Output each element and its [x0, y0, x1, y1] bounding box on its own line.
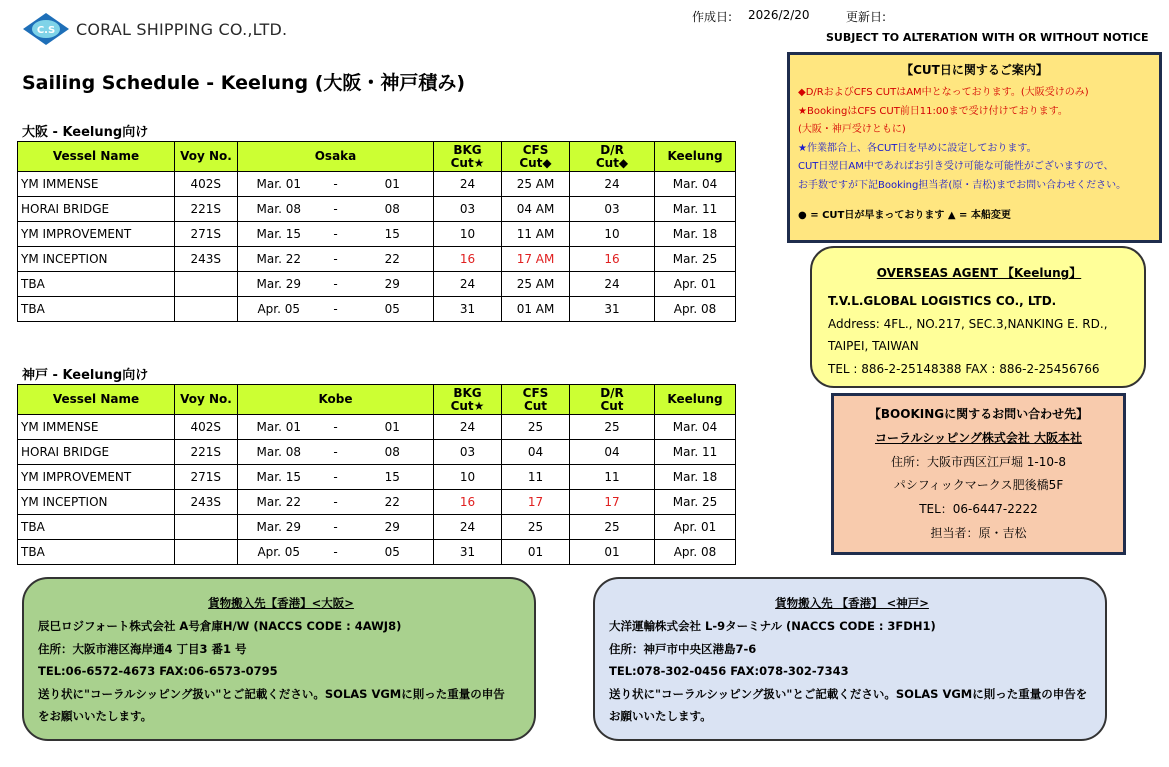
cfs-cut-cell: 01 AM: [502, 297, 570, 322]
table-row: [18, 440, 736, 465]
table-row: [18, 222, 736, 247]
bkg-cut-cell: 10: [434, 222, 502, 247]
agent-address: Address: 4FL., NO.217, SEC.3,NANKING E. RD.,: [828, 316, 1108, 331]
cfs-cut-cell: 11: [502, 465, 570, 490]
keelung-eta-cell: Apr. 08: [655, 540, 736, 565]
departure-date-cell: Mar. 22: [238, 490, 320, 515]
cfs-cut-cell: 17: [502, 490, 570, 515]
overseas-agent-box: [810, 246, 1146, 388]
departure-end-cell: 15: [352, 465, 434, 490]
bkg-cut-cell: 16: [434, 247, 502, 272]
cut-notice-line: (大阪・神戸受けともに): [798, 124, 906, 135]
keelung-eta-cell: Apr. 01: [655, 515, 736, 540]
departure-end-cell: 29: [352, 515, 434, 540]
keelung-eta-cell: Apr. 01: [655, 272, 736, 297]
cut-notice-line: CUT日翌日AM中であればお引き受け可能な可能性がございますので、: [798, 161, 1114, 172]
booking-contact: 担当者：原・吉松: [930, 525, 1027, 540]
col-voy-no: Voy No.: [175, 385, 238, 415]
dr-cut-cell: 04: [570, 440, 655, 465]
svg-text:C.S: C.S: [36, 25, 56, 36]
bkg-cut-cell: 16: [434, 490, 502, 515]
table-row: [18, 490, 736, 515]
osaka-schedule-table: [17, 141, 736, 322]
cfs-cut-cell: 25 AM: [502, 172, 570, 197]
cargo-osaka-company: 辰巳ロジフォート株式会社 A号倉庫H/W (NACCS CODE : 4AWJ8): [38, 619, 402, 633]
departure-date-cell: Mar. 22: [238, 247, 320, 272]
cfs-cut-cell: 01: [502, 540, 570, 565]
cut-notice-line: お手数ですが下記Booking担当者(原・吉松)までお問い合わせください。: [798, 179, 1127, 191]
cfs-cut-cell: 11 AM: [502, 222, 570, 247]
dr-cut-cell: 10: [570, 222, 655, 247]
departure-date-cell: Mar. 29: [238, 515, 320, 540]
bkg-cut-cell: 03: [434, 440, 502, 465]
vessel-name-cell: YM IMMENSE: [18, 415, 175, 440]
voy-no-cell: 221S: [175, 197, 238, 222]
bkg-cut-cell: 24: [434, 272, 502, 297]
logo-diamond-icon: [22, 12, 70, 46]
agent-address: TAIPEI, TAIWAN: [828, 339, 919, 353]
vessel-name-cell: HORAI BRIDGE: [18, 197, 175, 222]
departure-end-cell: 29: [352, 272, 434, 297]
voy-no-cell: 221S: [175, 440, 238, 465]
col-dr-cut: D/R Cut: [570, 385, 655, 415]
booking-company: コーラルシッピング株式会社 大阪本社: [874, 430, 1083, 445]
col-keelung: Keelung: [655, 385, 736, 415]
booking-title: 【BOOKINGに関するお問い合わせ先】: [868, 407, 1089, 421]
cfs-cut-cell: 17 AM: [502, 247, 570, 272]
cargo-kobe-tel: TEL:078-302-0456 FAX:078-302-7343: [609, 664, 849, 678]
bkg-cut-cell: 31: [434, 540, 502, 565]
vessel-name-cell: TBA: [18, 297, 175, 322]
date-separator-cell: -: [320, 197, 352, 222]
voy-no-cell: [175, 272, 238, 297]
departure-end-cell: 05: [352, 297, 434, 322]
updated-label: 更新日:: [846, 10, 887, 24]
booking-contact-box: [831, 393, 1126, 555]
cargo-kobe-note: お願いいたします。: [609, 709, 712, 723]
departure-date-cell: Apr. 05: [238, 297, 320, 322]
cfs-cut-cell: 25: [502, 415, 570, 440]
table-row: [18, 465, 736, 490]
agent-name: T.V.L.GLOBAL LOGISTICS CO., LTD.: [828, 294, 1057, 308]
booking-address: 住所：大阪市西区江戸堀 1-10-8: [890, 454, 1066, 469]
cfs-cut-cell: 25: [502, 515, 570, 540]
departure-end-cell: 22: [352, 490, 434, 515]
departure-date-cell: Mar. 01: [238, 172, 320, 197]
departure-end-cell: 01: [352, 172, 434, 197]
cfs-cut-cell: 25 AM: [502, 272, 570, 297]
bkg-cut-cell: 24: [434, 415, 502, 440]
bkg-cut-cell: 24: [434, 172, 502, 197]
table-row: [18, 272, 736, 297]
col-port-kobe: Kobe: [238, 385, 434, 415]
cargo-osaka-box: [22, 577, 536, 741]
date-separator-cell: -: [320, 415, 352, 440]
vessel-name-cell: TBA: [18, 272, 175, 297]
cargo-osaka-address: 住所：大阪市港区海岸通4 丁目3 番1 号: [38, 641, 247, 656]
dr-cut-cell: 25: [570, 415, 655, 440]
vessel-name-cell: HORAI BRIDGE: [18, 440, 175, 465]
departure-date-cell: Mar. 15: [238, 465, 320, 490]
page-title: Sailing Schedule - Keelung (大阪・神戸積み): [22, 72, 466, 94]
voy-no-cell: 271S: [175, 465, 238, 490]
cfs-cut-cell: 04 AM: [502, 197, 570, 222]
table-row: [18, 247, 736, 272]
voy-no-cell: [175, 540, 238, 565]
cut-notice-title: 【CUT日に関するご案内】: [901, 63, 1048, 77]
created-label: 作成日:: [692, 10, 733, 24]
alteration-notice: SUBJECT TO ALTERATION WITH OR WITHOUT NOTICE: [826, 31, 1149, 44]
dr-cut-cell: 17: [570, 490, 655, 515]
dr-cut-cell: 11: [570, 465, 655, 490]
voy-no-cell: [175, 297, 238, 322]
departure-date-cell: Mar. 01: [238, 415, 320, 440]
keelung-eta-cell: Mar. 25: [655, 490, 736, 515]
col-dr-cut: D/R Cut◆: [570, 142, 655, 172]
table-header-row: [18, 142, 736, 172]
bkg-cut-cell: 31: [434, 297, 502, 322]
date-separator-cell: -: [320, 465, 352, 490]
table-row: [18, 197, 736, 222]
col-cfs-cut: CFS Cut◆: [502, 142, 570, 172]
date-separator-cell: -: [320, 540, 352, 565]
cut-notice-line: ★作業都合上、各CUT日を早めに設定しております。: [798, 142, 1037, 154]
col-bkg-cut: BKG Cut★: [434, 142, 502, 172]
keelung-eta-cell: Mar. 11: [655, 440, 736, 465]
kobe-schedule-table: [17, 384, 736, 565]
col-keelung: Keelung: [655, 142, 736, 172]
booking-tel: TEL：06-6447-2222: [919, 502, 1038, 517]
date-separator-cell: -: [320, 490, 352, 515]
vessel-name-cell: TBA: [18, 515, 175, 540]
bkg-cut-cell: 10: [434, 465, 502, 490]
keelung-eta-cell: Mar. 18: [655, 222, 736, 247]
dr-cut-cell: 01: [570, 540, 655, 565]
vessel-name-cell: TBA: [18, 540, 175, 565]
dr-cut-cell: 24: [570, 272, 655, 297]
table-row: [18, 172, 736, 197]
created-date: 2026/2/20: [748, 8, 810, 22]
keelung-eta-cell: Mar. 11: [655, 197, 736, 222]
vessel-name-cell: YM INCEPTION: [18, 247, 175, 272]
keelung-eta-cell: Mar. 04: [655, 415, 736, 440]
keelung-eta-cell: Apr. 08: [655, 297, 736, 322]
voy-no-cell: 243S: [175, 490, 238, 515]
vessel-name-cell: YM IMPROVEMENT: [18, 222, 175, 247]
dr-cut-cell: 24: [570, 172, 655, 197]
kobe-section-label: 神戸 - Keelung向け: [22, 368, 149, 383]
col-cfs-cut: CFS Cut: [502, 385, 570, 415]
cut-notice-legend: ● = CUT日が早まっております ▲ = 本船変更: [798, 210, 1011, 221]
vessel-name-cell: YM IMMENSE: [18, 172, 175, 197]
voy-no-cell: 402S: [175, 172, 238, 197]
bkg-cut-cell: 03: [434, 197, 502, 222]
agent-tel: TEL : 886-2-25148388 FAX : 886-2-25456766: [828, 361, 1100, 376]
departure-end-cell: 08: [352, 440, 434, 465]
col-vessel-name: Vessel Name: [18, 142, 175, 172]
keelung-eta-cell: Mar. 18: [655, 465, 736, 490]
cut-notice-line: ◆D/RおよびCFS CUTはAM中となっております。(大阪受けのみ): [798, 87, 1089, 98]
departure-date-cell: Mar. 08: [238, 440, 320, 465]
departure-end-cell: 22: [352, 247, 434, 272]
departure-date-cell: Mar. 08: [238, 197, 320, 222]
departure-end-cell: 15: [352, 222, 434, 247]
cut-notice-box: [787, 52, 1162, 243]
cargo-kobe-note: 送り状に"コーラルシッピング扱い"とご記載ください。SOLAS VGMに則った重量の申告を: [609, 686, 1088, 701]
company-logo: [22, 12, 287, 46]
company-name: CORAL SHIPPING CO.,LTD.: [76, 19, 288, 39]
table-row: [18, 415, 736, 440]
col-bkg-cut: BKG Cut★: [434, 385, 502, 415]
date-separator-cell: -: [320, 297, 352, 322]
voy-no-cell: 243S: [175, 247, 238, 272]
departure-end-cell: 01: [352, 415, 434, 440]
departure-date-cell: Apr. 05: [238, 540, 320, 565]
cargo-osaka-note: をお願いいたします。: [38, 709, 153, 723]
vessel-name-cell: YM IMPROVEMENT: [18, 465, 175, 490]
cut-notice-line: ★BookingはCFS CUT前日11:00まで受け付けております。: [798, 105, 1068, 117]
table-row: [18, 297, 736, 322]
cargo-kobe-title: 貨物搬入先 【香港】 <神戸>: [775, 596, 929, 610]
voy-no-cell: 402S: [175, 415, 238, 440]
voy-no-cell: [175, 515, 238, 540]
vessel-name-cell: YM INCEPTION: [18, 490, 175, 515]
dr-cut-cell: 31: [570, 297, 655, 322]
col-port-osaka: Osaka: [238, 142, 434, 172]
col-vessel-name: Vessel Name: [18, 385, 175, 415]
keelung-eta-cell: Mar. 04: [655, 172, 736, 197]
dr-cut-cell: 03: [570, 197, 655, 222]
keelung-eta-cell: Mar. 25: [655, 247, 736, 272]
voy-no-cell: 271S: [175, 222, 238, 247]
cargo-kobe-address: 住所：神戸市中央区港島7-6: [609, 641, 757, 656]
osaka-section-label: 大阪 - Keelung向け: [22, 125, 149, 140]
cfs-cut-cell: 04: [502, 440, 570, 465]
cargo-osaka-title: 貨物搬入先【香港】<大阪>: [208, 596, 354, 610]
departure-end-cell: 08: [352, 197, 434, 222]
table-header-row: [18, 385, 736, 415]
cargo-kobe-box: [593, 577, 1107, 741]
bkg-cut-cell: 24: [434, 515, 502, 540]
dr-cut-cell: 25: [570, 515, 655, 540]
departure-date-cell: Mar. 29: [238, 272, 320, 297]
date-separator-cell: -: [320, 172, 352, 197]
agent-title: OVERSEAS AGENT 【Keelung】: [876, 266, 1082, 280]
date-separator-cell: -: [320, 515, 352, 540]
cargo-kobe-company: 大洋運輸株式会社 L-9ターミナル (NACCS CODE : 3FDH1): [609, 619, 936, 633]
departure-end-cell: 05: [352, 540, 434, 565]
booking-building: パシフィックマークス肥後橋5F: [893, 478, 1064, 493]
departure-date-cell: Mar. 15: [238, 222, 320, 247]
col-voy-no: Voy No.: [175, 142, 238, 172]
cargo-osaka-tel: TEL:06-6572-4673 FAX:06-6573-0795: [38, 664, 278, 678]
table-row: [18, 515, 736, 540]
date-separator-cell: -: [320, 440, 352, 465]
dr-cut-cell: 16: [570, 247, 655, 272]
date-separator-cell: -: [320, 247, 352, 272]
date-separator-cell: -: [320, 222, 352, 247]
date-separator-cell: -: [320, 272, 352, 297]
table-row: [18, 540, 736, 565]
cargo-osaka-note: 送り状に"コーラルシッピング扱い"とご記載ください。SOLAS VGMに則った重量の申告: [38, 686, 505, 701]
